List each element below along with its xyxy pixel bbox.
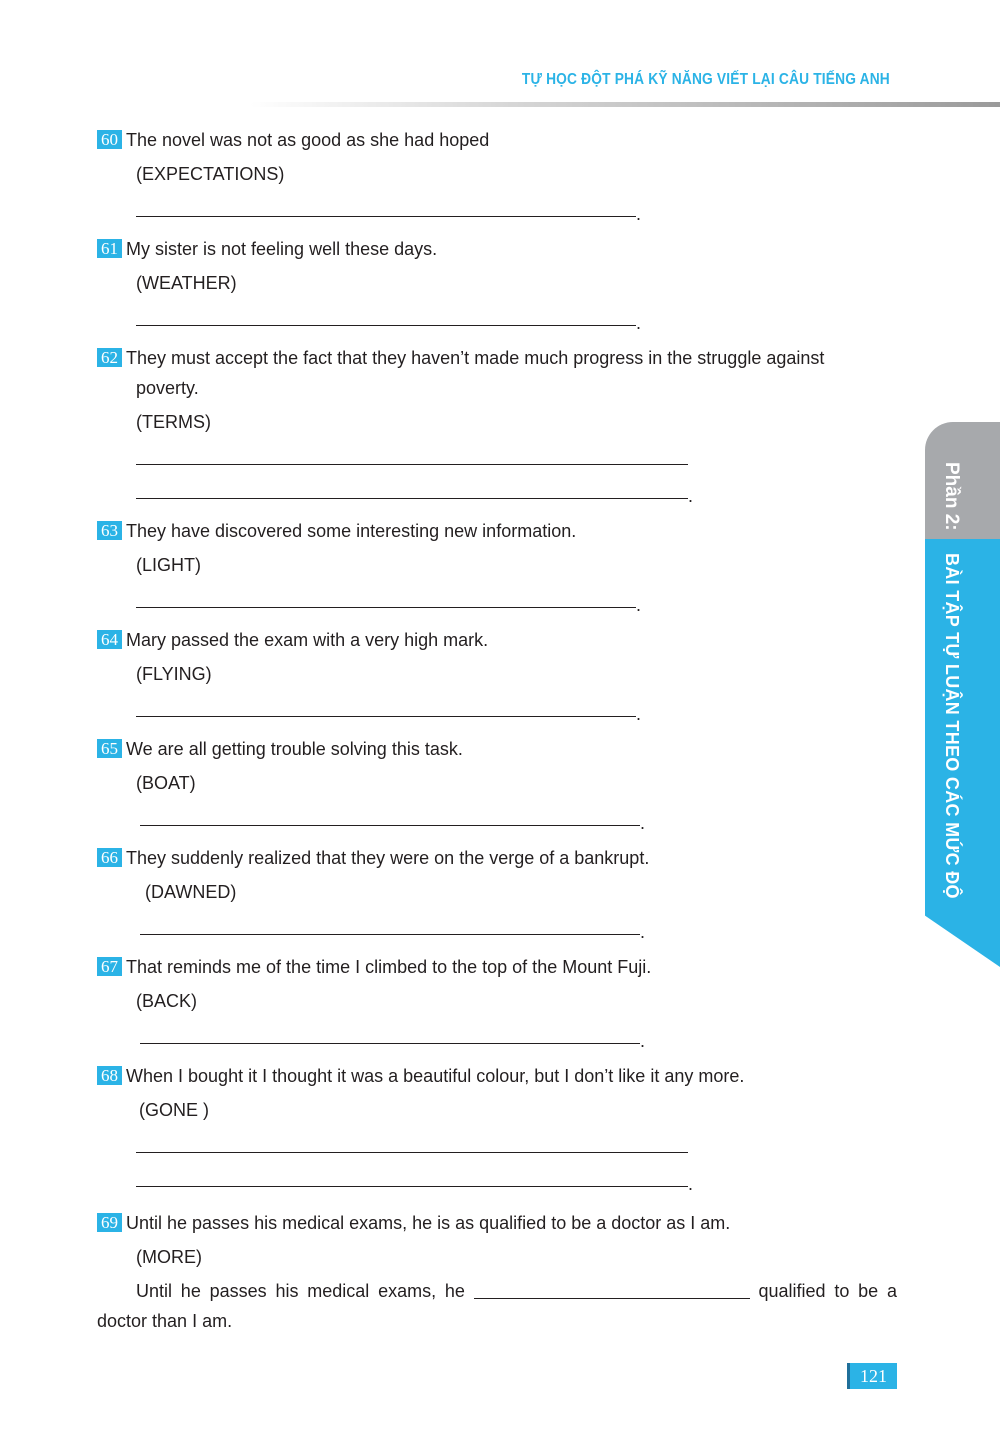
exercise-sentence: My sister is not feeling well these days. xyxy=(126,239,438,259)
exercise-sentence: They must accept the fact that they haven’t made much progress in the struggle against xyxy=(126,348,825,368)
exercise-keyword: (TERMS) xyxy=(136,412,211,432)
answer-period: . xyxy=(688,486,694,506)
exercise-number: 65 xyxy=(97,739,122,758)
fill-in-sentence xyxy=(97,1276,897,1306)
exercise-sentence: We are all getting trouble solving this task. xyxy=(126,739,463,759)
side-tab-gray-block xyxy=(925,422,1000,544)
exercise-62 xyxy=(97,343,897,505)
exercise-65 xyxy=(97,734,897,832)
exercise-number: 66 xyxy=(97,848,122,867)
exercise-67 xyxy=(97,952,897,1050)
side-tab-blue-block xyxy=(925,539,1000,967)
exercise-sentence: That reminds me of the time I climbed to the top of the Mount Fuji. xyxy=(126,957,652,977)
exercise-66 xyxy=(97,843,897,941)
exercise-sentence: Until he passes his medical exams, he is as qualified to be a doctor as I am. xyxy=(126,1213,731,1233)
exercise-sentence: They suddenly realized that they were on the verge of a bankrupt. xyxy=(126,848,650,868)
answer-blank[interactable] xyxy=(136,437,897,471)
answer-blank[interactable] xyxy=(136,189,897,223)
exercise-63 xyxy=(97,516,897,614)
exercise-60 xyxy=(97,125,897,223)
answer-blank[interactable] xyxy=(136,471,897,505)
exercise-sentence: When I bought it I thought it was a beautiful colour, but I don’t like it any more. xyxy=(126,1066,745,1086)
answer-period: . xyxy=(640,813,646,833)
exercise-number: 61 xyxy=(97,239,122,258)
exercise-number: 60 xyxy=(97,130,122,149)
fill-in-gap[interactable] xyxy=(474,1281,750,1299)
header-rule xyxy=(250,102,1000,107)
answer-period: . xyxy=(640,1031,646,1051)
answer-blank[interactable] xyxy=(136,689,897,723)
section-side-tab xyxy=(925,422,1000,967)
exercise-keyword: (GONE ) xyxy=(139,1100,209,1120)
answer-period: . xyxy=(636,595,642,615)
answer-period: . xyxy=(688,1174,694,1194)
exercise-sentence: Mary passed the exam with a very high mark. xyxy=(126,630,489,650)
fill-prompt-middle: qualified to be a xyxy=(758,1281,897,1301)
side-tab-topic-label: BÀI TẬP TỰ LUẬN THEO CÁC MỨC ĐỘ xyxy=(942,553,962,899)
exercise-sentence: They have discovered some interesting new information. xyxy=(126,521,577,541)
answer-period: . xyxy=(636,204,642,224)
fill-prompt-end: doctor than I am. xyxy=(97,1311,233,1331)
exercise-61 xyxy=(97,234,897,332)
exercise-64 xyxy=(97,625,897,723)
exercise-number: 68 xyxy=(97,1066,122,1085)
exercise-keyword: (DAWNED) xyxy=(145,882,237,902)
answer-blank[interactable] xyxy=(136,1159,897,1193)
exercise-keyword: (FLYING) xyxy=(136,664,212,684)
answer-period: . xyxy=(636,313,642,333)
exercise-number: 63 xyxy=(97,521,122,540)
answer-period: . xyxy=(640,922,646,942)
exercise-keyword: (WEATHER) xyxy=(136,273,237,293)
answer-period: . xyxy=(636,704,642,724)
exercise-number: 62 xyxy=(97,348,122,367)
exercise-number: 69 xyxy=(97,1213,122,1232)
page-number: 121 xyxy=(847,1363,897,1389)
answer-blank[interactable] xyxy=(136,1125,897,1159)
side-tab-part-label: Phần 2: xyxy=(941,462,962,531)
exercise-keyword: (BACK) xyxy=(136,991,198,1011)
exercise-number: 64 xyxy=(97,630,122,649)
exercise-keyword: (EXPECTATIONS) xyxy=(136,164,285,184)
exercise-sentence: The novel was not as good as she had hoped xyxy=(126,130,490,150)
exercise-sentence-continued: poverty. xyxy=(136,378,199,398)
answer-blank[interactable] xyxy=(136,580,897,614)
fill-prompt-start: Until he passes his medical exams, he xyxy=(136,1281,465,1301)
exercise-69 xyxy=(97,1208,897,1336)
exercise-number: 67 xyxy=(97,957,122,976)
header-title: TỰ HỌC ĐỘT PHÁ KỸ NĂNG VIẾT LẠI CÂU TIẾNG ANH xyxy=(522,71,890,88)
answer-blank[interactable] xyxy=(140,798,897,832)
exercise-keyword: (MORE) xyxy=(136,1247,202,1267)
exercise-keyword: (BOAT) xyxy=(136,773,196,793)
answer-blank[interactable] xyxy=(140,907,897,941)
answer-blank[interactable] xyxy=(136,298,897,332)
exercise-68 xyxy=(97,1061,897,1193)
exercise-keyword: (LIGHT) xyxy=(136,555,201,575)
answer-blank[interactable] xyxy=(140,1016,897,1050)
